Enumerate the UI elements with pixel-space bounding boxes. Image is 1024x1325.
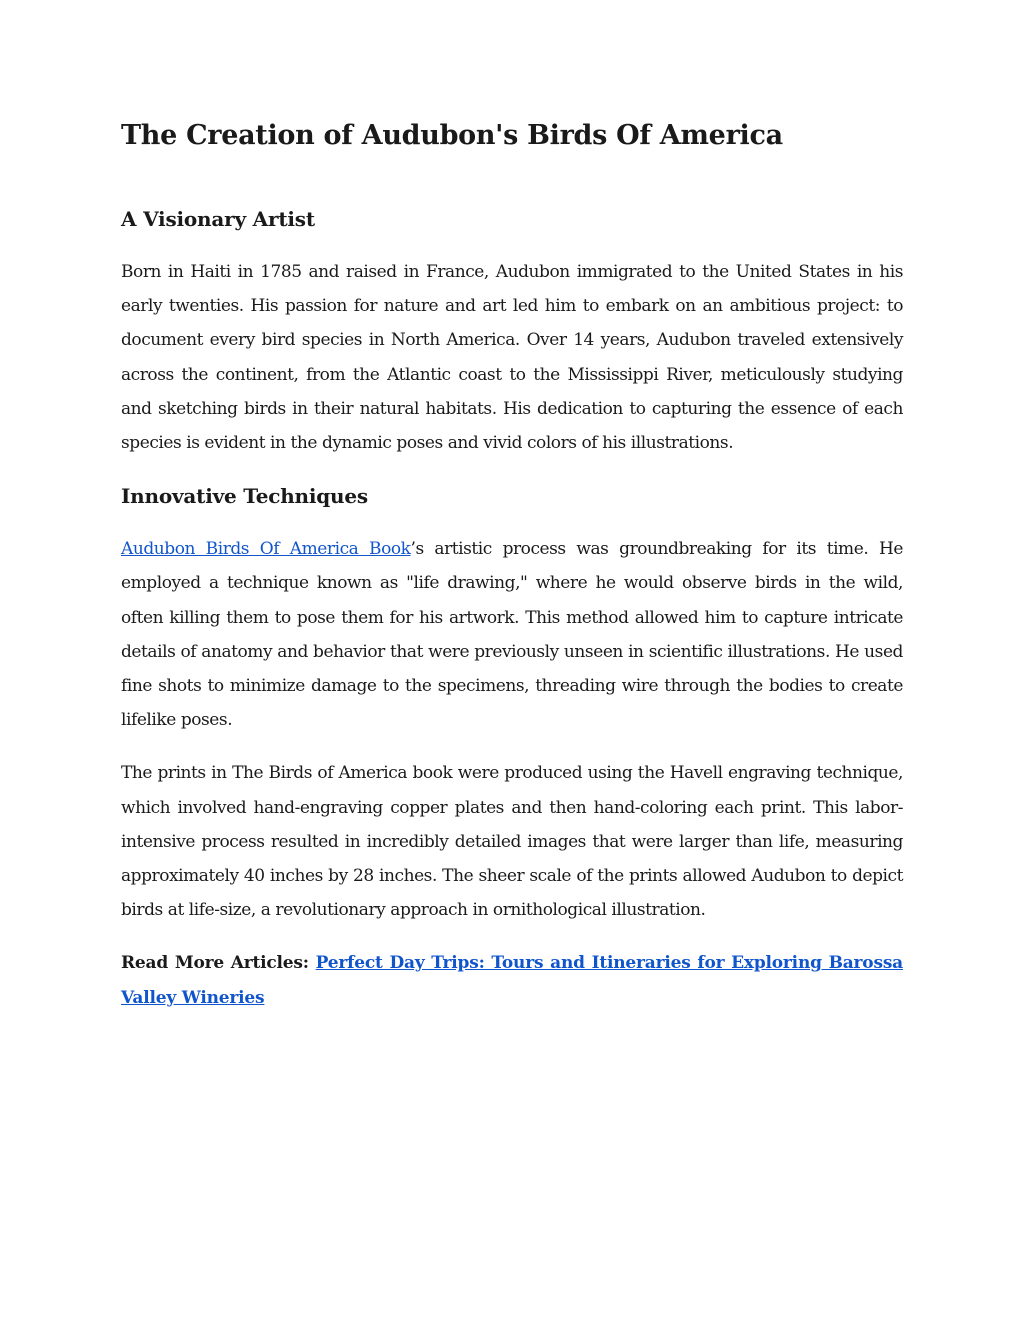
- read-more-article-link[interactable]: Perfect Day Trips: Tours and Itineraries for Exploring Barossa Valley Wineries: [121, 953, 904, 1008]
- section-heading-visionary-artist: A Visionary Artist: [121, 207, 315, 231]
- page-title: The Creation of Audubon's Birds Of America: [121, 120, 783, 151]
- techniques-1-text: ’s artistic process was groundbreaking for its time. He employed a technique known as "life drawing," where he would observe birds in the wild, often killing them to pose them for his artwork. This method allowed him to capture intricate details of anatomy and behavior that were previously unseen in scientific illustrations. He used fine shots to minimize damage to the specimens, threading wire through the bodies to create lifelike poses.: [121, 539, 903, 731]
- read-more-label: Read More Articles:: [121, 953, 309, 974]
- audubon-book-link[interactable]: Audubon Birds Of America Book: [121, 539, 411, 560]
- section-paragraph-techniques-2: The prints in The Birds of America book were produced using the Havell engraving technique, which involved hand-engraving copper plates and then hand-coloring each print. This labor-intensive process resulted in incredibly detailed images that were larger than life, measuring approximately 40 inches by 28 inches. The sheer scale of the prints allowed Audubon to depict birds at life-size, a revolutionary approach in ornithological illustration.: [121, 763, 903, 921]
- section-heading-innovative-techniques: Innovative Techniques: [121, 484, 368, 509]
- document-page: [121, 112, 903, 1034]
- section-paragraph-visionary-artist: Born in Haiti in 1785 and raised in France, Audubon immigrated to the United States in his early twenties. His passion for nature and art led him to embark on an ambitious project: to document every bird species in North America. Over 14 years, Audubon traveled extensively across the continent, from the Atlantic coast to the Mississippi River, meticulously studying and sketching birds in their natural habitats. His dedication to capturing the essence of each species is evident in the dynamic poses and vivid colors of his illustrations.: [121, 262, 903, 454]
- section-paragraph-techniques-1: [121, 532, 903, 737]
- read-more-block: [121, 946, 903, 1014]
